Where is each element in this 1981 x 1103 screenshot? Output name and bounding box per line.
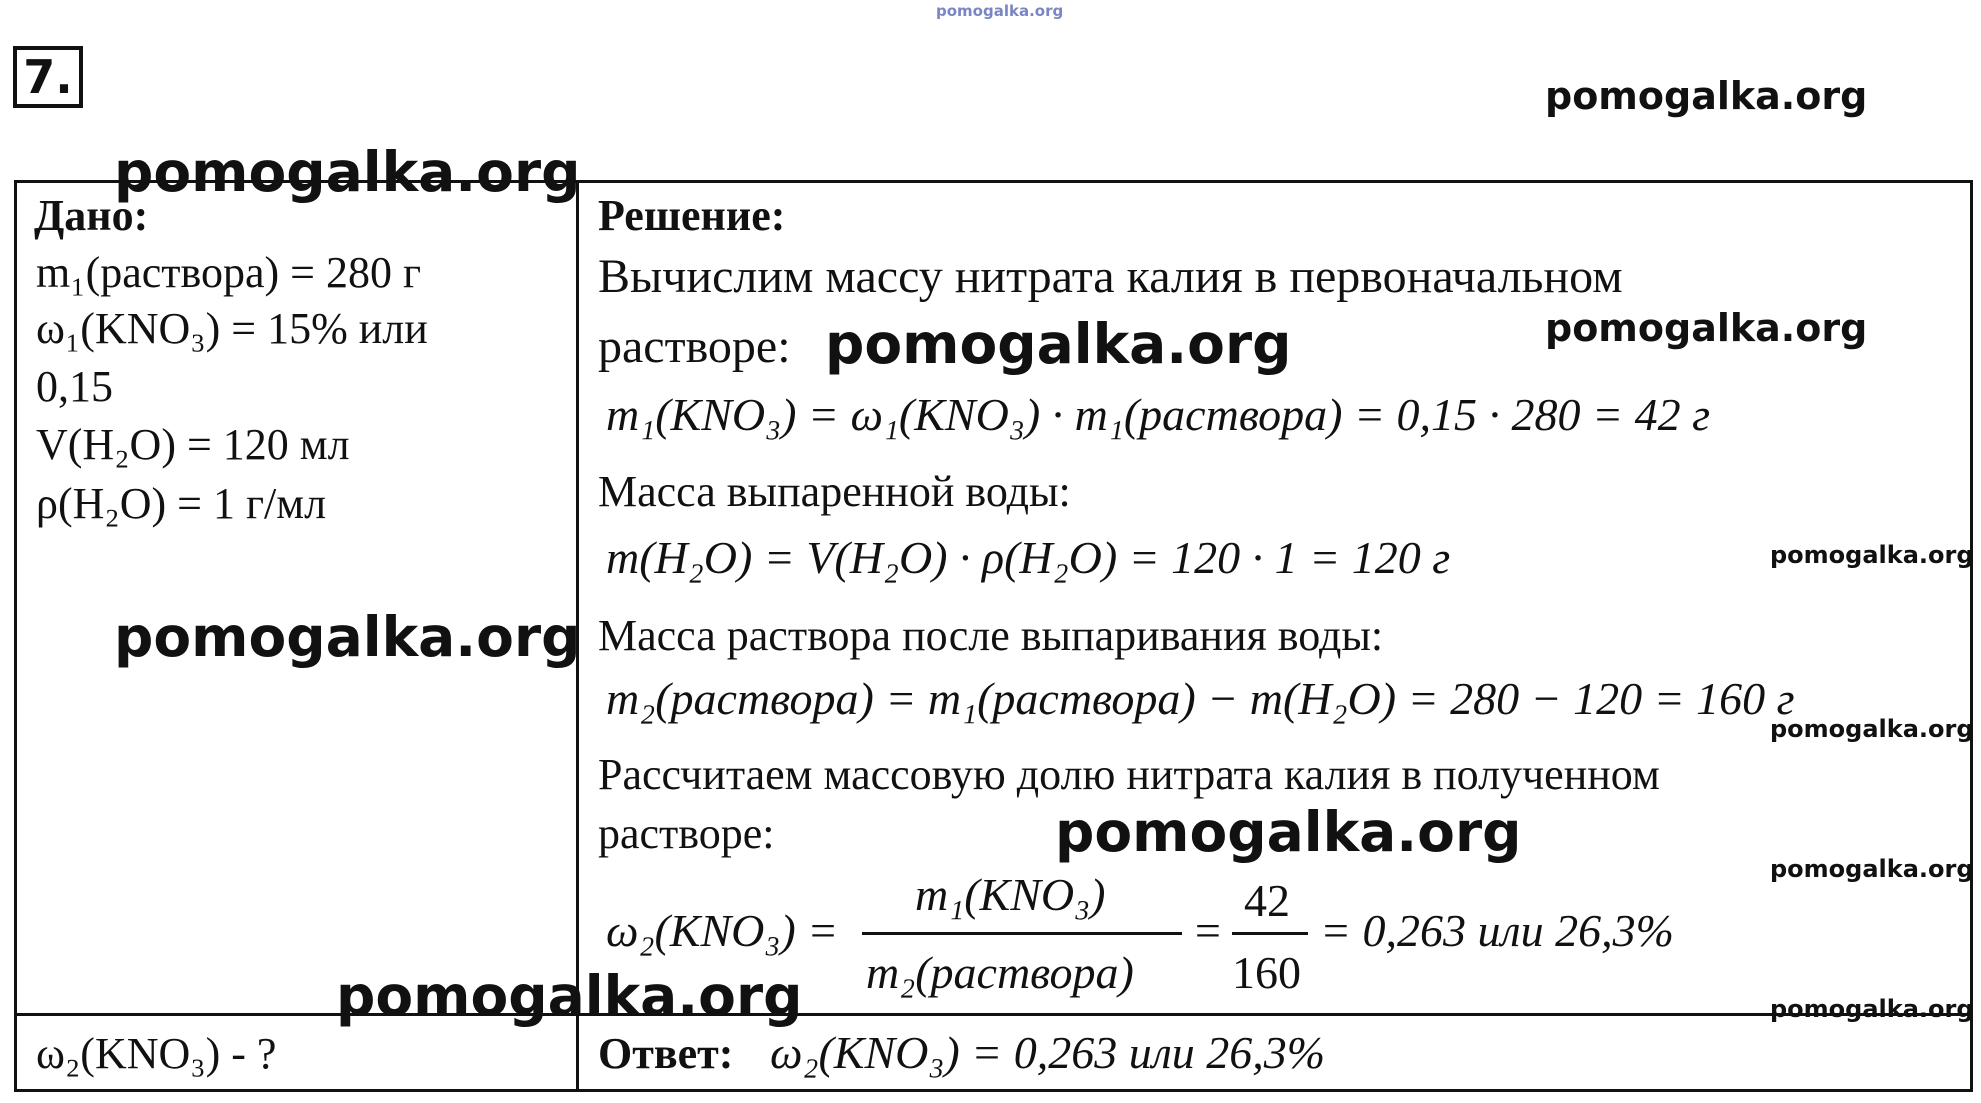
given-line-fraction: ω₁(KNO₃) = 15% или: [36, 304, 428, 353]
watermark-solution-right-5: pomogalka.org: [1770, 995, 1974, 1023]
watermark-header-right: pomogalka.org: [1545, 74, 1868, 118]
fraction-bar-2: [1232, 932, 1308, 935]
solution-text-4a: Рассчитаем массовую долю нитрата калия в полученном: [598, 750, 1660, 799]
watermark-solution-1: pomogalka.org: [825, 312, 1292, 376]
task-number-box: [13, 46, 83, 108]
fraction-bar-1: [862, 932, 1182, 935]
given-header: Дано:: [34, 191, 149, 240]
solution-text-1a: Вычислим массу нитрата калия в первоначальном: [598, 250, 1623, 303]
given-line-volume: V(H₂O) = 120 мл: [36, 420, 350, 469]
formula-2: m(H₂O) = V(H₂O) · ρ(H₂O) = 120 · 1 = 120 г: [606, 532, 1451, 583]
formula-4-rhs: = 0,263 или 26,3%: [1320, 905, 1674, 956]
formula-4-numerator: m₁(KNO₃): [915, 869, 1106, 920]
formula-4-numerator-2: 42: [1244, 875, 1290, 926]
watermark-solution-right-1: pomogalka.org: [1545, 306, 1868, 350]
solution-text-3: Масса раствора после выпаривания воды:: [598, 611, 1384, 660]
answer-label: Ответ:: [598, 1029, 734, 1078]
answer-value: ω₂(KNO₃) = 0,263 или 26,3%: [770, 1027, 1326, 1078]
given-line-fraction-value: 0,15: [36, 362, 113, 411]
watermark-solution-right-2: pomogalka.org: [1770, 541, 1974, 569]
watermark-solution-2: pomogalka.org: [1055, 800, 1522, 864]
formula-3: m₂(раствора) = m₁(раствора) − m(H₂O) = 280 − 120 = 160 г: [606, 673, 1795, 724]
formula-4-denominator: m₂(раствора): [866, 947, 1134, 998]
watermark-solution-right-3: pomogalka.org: [1770, 715, 1974, 743]
watermark-given-middle: pomogalka.org: [114, 605, 581, 669]
row-divider: [14, 1013, 1973, 1016]
find-line: ω₂(KNO₃) - ?: [36, 1029, 277, 1078]
formula-4-equals: =: [1192, 905, 1224, 956]
solution-header: Решение:: [598, 191, 786, 240]
task-number: 7.: [23, 50, 73, 104]
formula-1: m₁(KNO₃) = ω₁(KNO₃) · m₁(раствора) = 0,15 · 280 = 42 г: [606, 389, 1711, 440]
formula-4-lhs: ω₂(KNO₃) =: [606, 905, 839, 956]
watermark-given-top: pomogalka.org: [114, 140, 581, 204]
watermark-top: pomogalka.org: [936, 2, 1064, 20]
given-line-mass: m₁(раствора) = 280 г: [36, 248, 422, 297]
given-line-density: ρ(H₂O) = 1 г/мл: [36, 479, 327, 528]
solution-text-4b: растворе:: [598, 809, 775, 858]
watermark-given-bottom: pomogalka.org: [336, 964, 803, 1028]
solution-text-1b: растворе:: [598, 320, 791, 373]
solution-text-2: Масса выпаренной воды:: [598, 467, 1071, 516]
formula-4-denominator-2: 160: [1232, 947, 1301, 998]
watermark-solution-right-4: pomogalka.org: [1770, 855, 1974, 883]
